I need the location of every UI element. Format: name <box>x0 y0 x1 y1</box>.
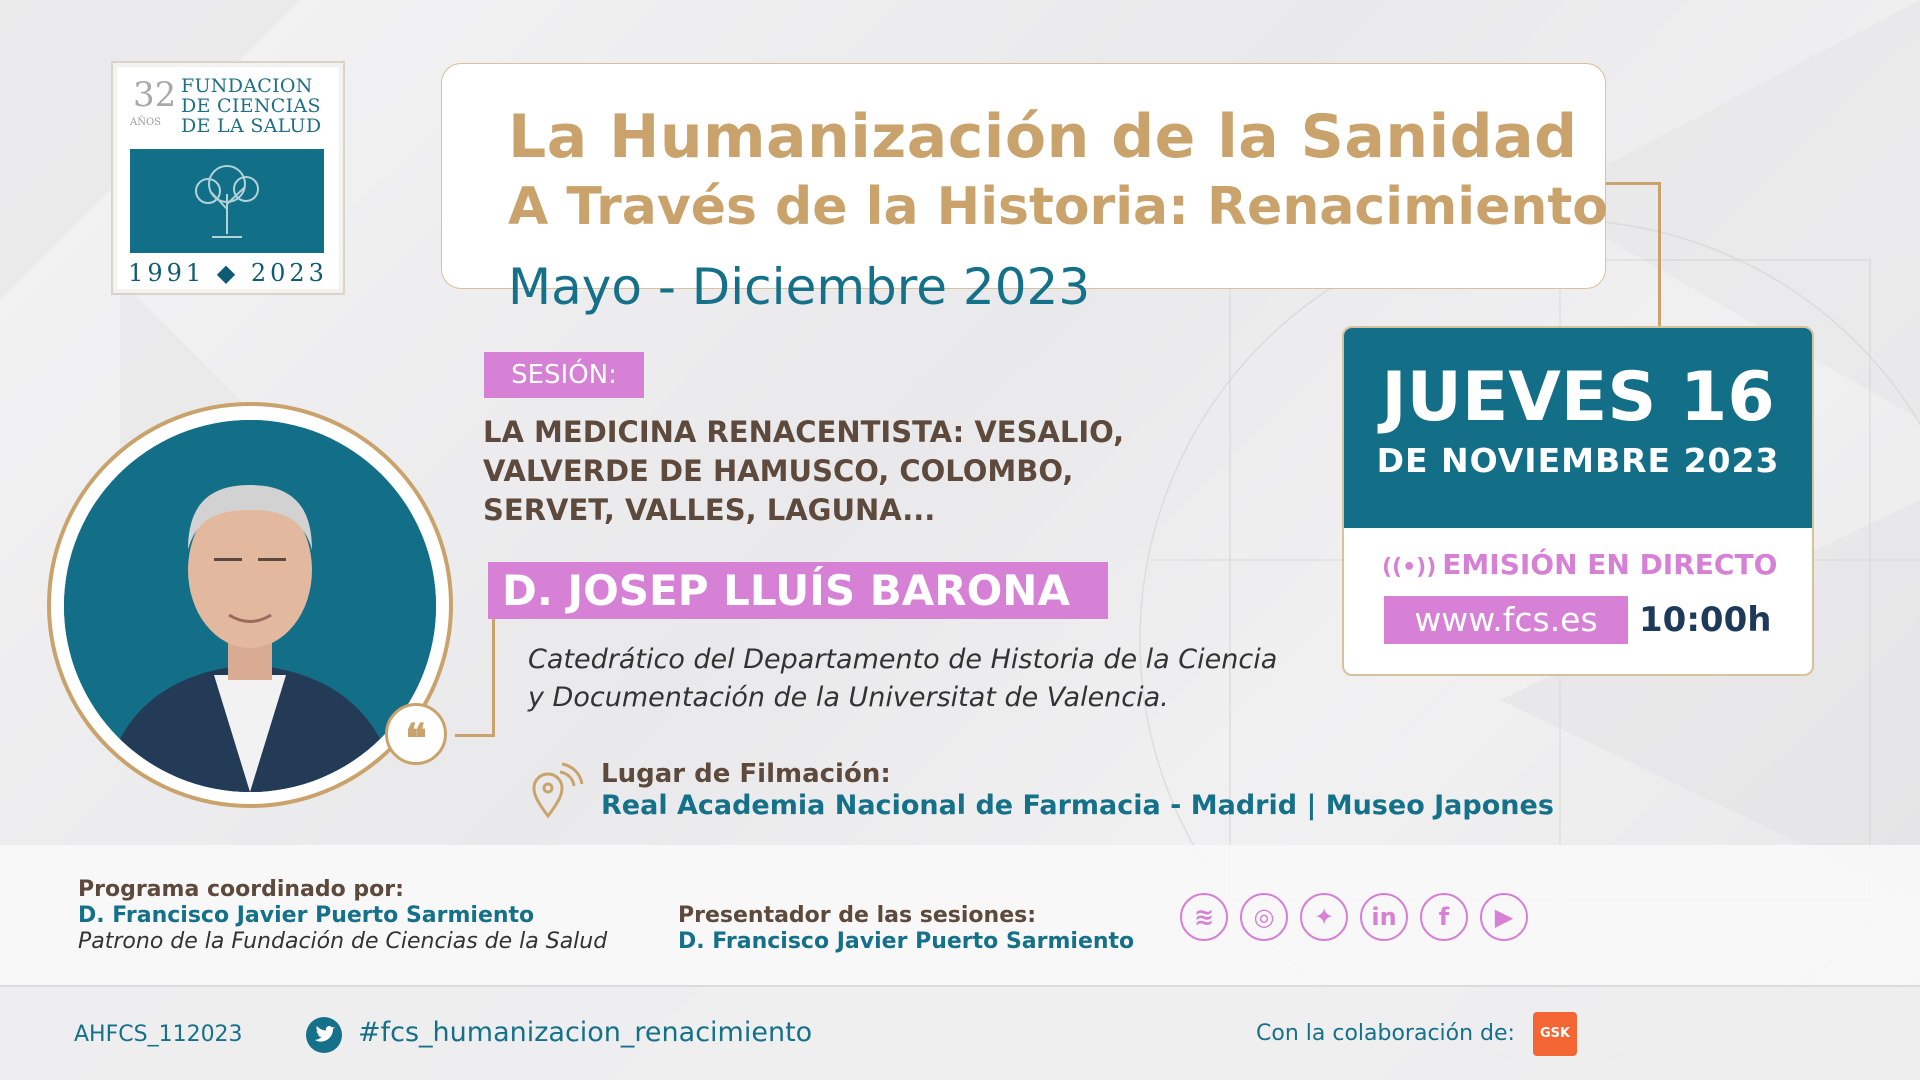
logo-years: 1991 ◆ 2023 <box>128 259 328 287</box>
logo-anniversary-label: AÑOS <box>130 117 162 128</box>
foundation-logo <box>111 61 345 295</box>
title-box <box>441 63 1606 289</box>
program-code: AHFCS_112023 <box>74 1022 243 1047</box>
presenter-name: D. Francisco Javier Puerto Sarmiento <box>678 929 1135 954</box>
session-title-line3: SERVET, VALLES, LAGUNA... <box>483 493 936 527</box>
event-time: 10:00h <box>1639 600 1772 640</box>
speaker-name: D. JOSEP LLUÍS BARONA <box>488 562 1108 619</box>
session-title <box>483 413 1124 530</box>
coordinator-label: Programa coordinado por: <box>78 877 404 902</box>
logo-name-line3: DE LA SALUD <box>181 115 322 137</box>
twitter-icon[interactable]: ✦ <box>1300 893 1348 941</box>
event-day: JUEVES 16 <box>1381 358 1775 437</box>
speaker-description-line2: y Documentación de la Universitat de Valencia. <box>528 682 1169 713</box>
speaker-connector <box>492 619 495 737</box>
facebook-icon[interactable]: f <box>1420 893 1468 941</box>
website-link[interactable]: www.fcs.es <box>1384 596 1628 644</box>
social-links <box>1180 893 1528 941</box>
gsk-logo: GSK <box>1533 1012 1577 1056</box>
program-dates: Mayo - Diciembre 2023 <box>508 258 1091 316</box>
instagram-icon[interactable]: ◎ <box>1240 893 1288 941</box>
program-title-line1: La Humanización de la Sanidad <box>508 102 1578 172</box>
program-title-line2: A Través de la Historia: Renacimiento <box>508 177 1608 237</box>
session-title-line2: VALVERDE DE HAMUSCO, COLOMBO, <box>483 454 1074 488</box>
tree-icon <box>130 149 324 253</box>
coordinator-name: D. Francisco Javier Puerto Sarmiento <box>78 903 535 928</box>
live-broadcast-label: EMISIÓN EN DIRECTO <box>1442 548 1778 581</box>
logo-anniversary-number: 32 <box>133 75 177 115</box>
broadcast-icon: ((•)) <box>1382 555 1437 580</box>
live-broadcast <box>1382 548 1777 581</box>
collaboration-label: Con la colaboración de: <box>1256 1021 1515 1046</box>
spotify-icon[interactable]: ≋ <box>1180 893 1228 941</box>
speaker-photo <box>64 420 436 792</box>
coordinator-role: Patrono de la Fundación de Ciencias de la Salud <box>78 929 608 954</box>
speaker-portrait <box>64 420 436 792</box>
footer-bottom-bar <box>0 987 1920 1080</box>
location-icon <box>530 760 590 822</box>
connector-line <box>1606 182 1661 329</box>
presenter-label: Presentador de las sesiones: <box>678 903 1037 928</box>
quote-icon: ❝ <box>385 703 447 765</box>
youtube-icon[interactable]: ▶ <box>1480 893 1528 941</box>
hashtag[interactable]: #fcs_humanizacion_renacimiento <box>358 1017 813 1048</box>
speaker-description-line1: Catedrático del Departamento de Historia de la Ciencia <box>528 644 1278 675</box>
logo-name <box>181 76 321 136</box>
location-label: Lugar de Filmación: <box>601 759 891 789</box>
session-title-line1: LA MEDICINA RENACENTISTA: VESALIO, <box>483 415 1125 449</box>
location-value: Real Academia Nacional de Farmacia - Madrid | Museo Japones <box>601 790 1554 821</box>
logo-name-line1: FUNDACION <box>181 75 313 97</box>
linkedin-icon[interactable]: in <box>1360 893 1408 941</box>
speaker-description <box>528 641 1277 717</box>
logo-name-line2: DE CIENCIAS <box>181 95 321 117</box>
speaker-connector-horizontal <box>455 734 495 737</box>
twitter-bird-icon <box>306 1017 342 1053</box>
event-date-card <box>1342 326 1814 676</box>
twitter-bird-glyph <box>306 1017 342 1053</box>
event-month: DE NOVIEMBRE 2023 <box>1376 441 1780 480</box>
session-badge: SESIÓN: <box>484 352 644 398</box>
logo-tree-panel <box>130 149 324 253</box>
